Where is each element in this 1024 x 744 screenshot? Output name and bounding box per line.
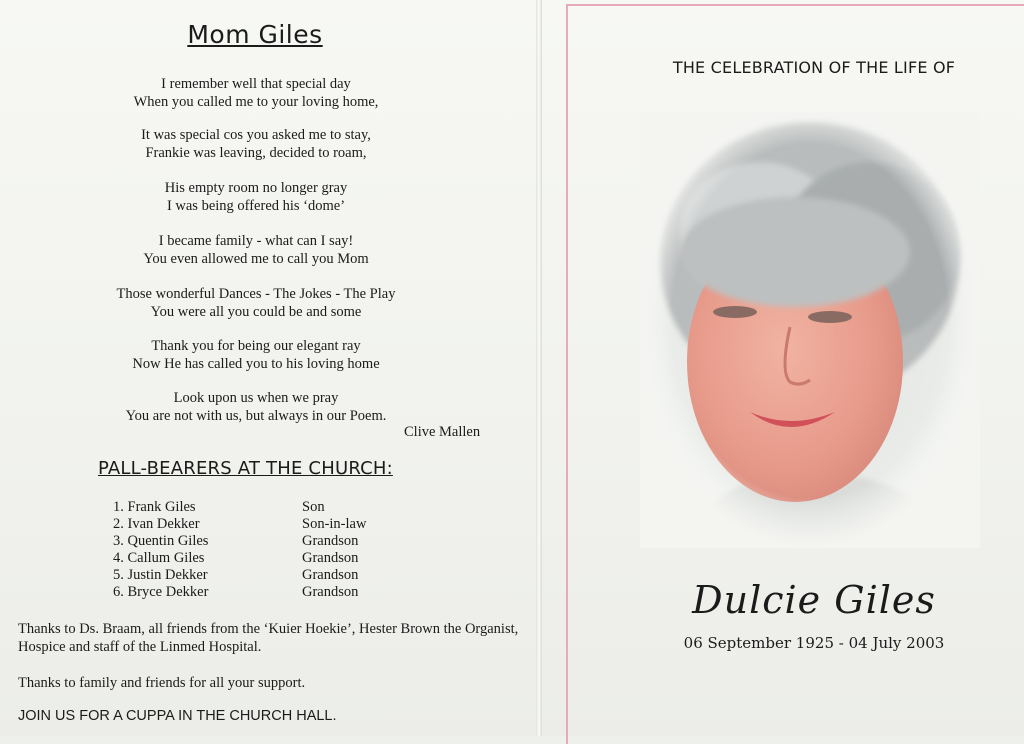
pallbearer-relation: Grandson [302, 567, 359, 583]
poem-line: Those wonderful Dances - The Jokes - The Play [116, 286, 396, 302]
life-dates: 06 September 1925 - 04 July 2003 [683, 634, 945, 652]
poem-line: Thank you for being our elegant ray [151, 338, 361, 354]
deceased-name: Dulcie Giles [692, 578, 936, 622]
celebration-heading: THE CELEBRATION OF THE LIFE OF [672, 58, 956, 77]
pallbearer-row [113, 567, 366, 584]
join-invitation: JOIN US FOR A CUPPA IN THE CHURCH HALL. [18, 708, 337, 724]
pallbearer-name: 6. Bryce Dekker [113, 584, 209, 600]
pallbearers-title: PALL-BEARERS AT THE CHURCH: [98, 458, 393, 479]
pallbearer-relation: Son-in-law [302, 516, 367, 532]
pallbearer-name: 4. Callum Giles [113, 550, 205, 566]
thanks-family: Thanks to family and friends for all your support. [18, 675, 306, 691]
poem-line: Now He has called you to his loving home [132, 355, 380, 372]
pallbearer-relation: Grandson [302, 584, 359, 600]
pallbearer-relation: Grandson [302, 550, 359, 566]
pallbearer-row [113, 499, 366, 516]
poem-stanza [0, 127, 512, 162]
page-fold [536, 0, 542, 736]
poem-line: You were all you could be and some [150, 303, 362, 320]
pallbearers-list [113, 499, 366, 601]
thanks-text: Thanks to Ds. Braam, all friends from the ‘Kuier Hoekie’, Hester Brown the Organist, Hospice and staff of the Linmed Hospital. [18, 621, 519, 655]
pallbearer-row [113, 516, 366, 533]
pallbearer-row [113, 584, 366, 601]
pallbearer-relation: Grandson [302, 533, 359, 549]
pallbearer-name: 5. Justin Dekker [113, 567, 208, 583]
pallbearer-name: 1. Frank Giles [113, 499, 196, 515]
poem-stanza [0, 76, 512, 111]
poem-line: His empty room no longer gray [164, 180, 348, 196]
poem-line: Look upon us when we pray [173, 390, 339, 406]
poem-line: Frankie was leaving, decided to roam, [145, 144, 367, 161]
poem-line: You are not with us, but always in our Poem. [125, 407, 387, 424]
poem-line: When you called me to your loving home, [133, 93, 379, 110]
poem-line: It was special cos you asked me to stay, [141, 127, 371, 143]
pallbearer-name: 3. Quentin Giles [113, 533, 209, 549]
poem-line: I remember well that special day [161, 76, 351, 92]
poem-stanza [0, 286, 512, 321]
poem-line: I was being offered his ‘dome’ [166, 197, 346, 214]
poem-author: Clive Mallen [404, 424, 481, 440]
pallbearer-relation: Son [302, 499, 325, 515]
poem-line: I became family - what can I say! [158, 233, 354, 249]
pallbearer-row [113, 533, 366, 550]
poem-stanza [0, 180, 512, 215]
poem-stanza [0, 338, 512, 373]
pallbearer-name: 2. Ivan Dekker [113, 516, 200, 532]
poem-title: Mom Giles [187, 20, 323, 49]
poem-line: You even allowed me to call you Mom [143, 250, 369, 267]
portrait-photo [640, 112, 980, 548]
poem-stanza [0, 233, 512, 268]
poem-stanza [0, 390, 512, 425]
pallbearer-row [113, 550, 366, 567]
